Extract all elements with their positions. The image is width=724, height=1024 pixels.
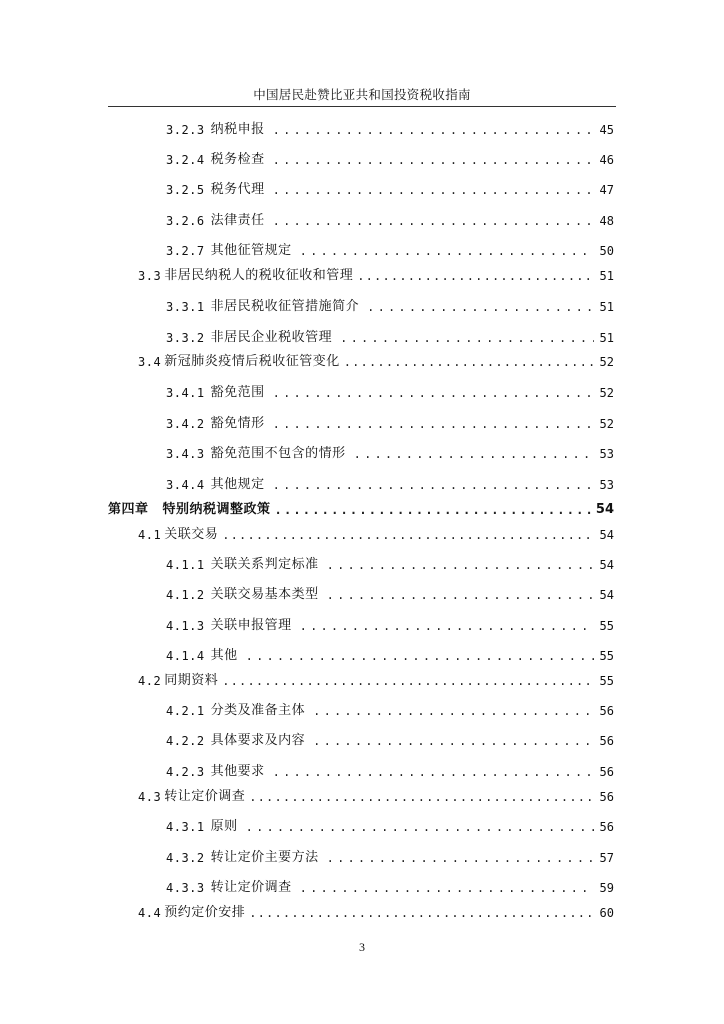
toc-entry[interactable]	[138, 352, 614, 372]
toc-entry[interactable]	[166, 444, 614, 464]
toc-entry-number: 3.2.7	[166, 244, 205, 258]
toc-entry-number: 3.3	[138, 269, 162, 283]
toc-entry-title: 其他规定	[210, 477, 265, 492]
toc-entry-number: 3.4	[138, 355, 162, 369]
toc-entry-title: 豁免范围不包含的情形	[210, 446, 346, 461]
toc-entry-page: 56	[599, 734, 614, 748]
toc-entry-page: 59	[599, 881, 614, 895]
toc-entry-page: 50	[599, 244, 614, 258]
toc-entry-title: 转让定价主要方法	[210, 850, 319, 865]
toc-entry-number: 3.2.6	[166, 214, 205, 228]
toc-entry[interactable]	[108, 500, 614, 520]
toc-entry-page: 60	[599, 906, 614, 920]
toc-entry[interactable]	[138, 903, 614, 923]
toc-entry[interactable]	[166, 150, 614, 170]
toc-entry-number: 3.4.3	[166, 447, 205, 461]
toc-entry[interactable]	[138, 266, 614, 286]
toc-entry-title: 法律责任	[210, 213, 265, 228]
toc-entry-number: 3.4.1	[166, 386, 205, 400]
toc-entry-title: 其他要求	[210, 764, 265, 779]
toc-entry-page: 55	[599, 674, 614, 688]
toc-entry[interactable]	[166, 180, 614, 200]
toc-entry-title: 同期资料	[164, 673, 219, 688]
toc-entry-title: 其他	[210, 648, 238, 663]
toc-entry[interactable]	[166, 616, 614, 636]
toc-dot-leader	[327, 555, 594, 575]
toc-entry-number: 第四章	[108, 502, 149, 517]
toc-entry-number: 4.2.3	[166, 765, 205, 779]
toc-entry-title: 关联申报管理	[210, 618, 292, 633]
toc-entry-page: 53	[599, 478, 614, 492]
toc-dot-leader	[249, 903, 594, 923]
toc-entry-page: 52	[599, 417, 614, 431]
toc-dot-leader	[273, 475, 594, 495]
toc-entry-page: 52	[599, 386, 614, 400]
toc-entry-page: 48	[599, 214, 614, 228]
toc-entry[interactable]	[166, 817, 614, 837]
toc-dot-leader	[273, 383, 594, 403]
toc-entry-title: 特别纳税调整政策	[162, 502, 271, 517]
toc-entry-title: 原则	[210, 819, 238, 834]
page-number: 3	[359, 940, 365, 954]
toc-dot-leader	[246, 817, 594, 837]
toc-entry-title: 分类及准备主体	[210, 703, 306, 718]
toc-entry-page: 56	[599, 765, 614, 779]
toc-dot-leader	[357, 266, 594, 286]
toc-dot-leader	[222, 671, 594, 691]
toc-entry-number: 4.1	[138, 528, 162, 542]
toc-dot-leader	[222, 525, 594, 545]
toc-entry-title: 纳税申报	[210, 122, 265, 137]
toc-entry[interactable]	[138, 787, 614, 807]
toc-entry-page: 51	[599, 300, 614, 314]
toc-dot-leader	[246, 646, 594, 666]
toc-entry[interactable]	[166, 555, 614, 575]
toc-entry-page: 55	[599, 619, 614, 633]
toc-entry-title: 非居民纳税人的税收征收和管理	[164, 268, 354, 283]
toc-entry-page: 47	[599, 183, 614, 197]
toc-entry-page: 46	[599, 153, 614, 167]
toc-dot-leader	[300, 616, 594, 636]
toc-entry-page: 55	[599, 649, 614, 663]
toc-entry[interactable]	[166, 328, 614, 348]
toc-dot-leader	[273, 120, 594, 140]
toc-entry-number: 3.4.4	[166, 478, 205, 492]
toc-dot-leader	[313, 701, 594, 721]
toc-entry-number: 4.4	[138, 906, 162, 920]
toc-entry[interactable]	[166, 211, 614, 231]
running-header: 中国居民赴赞比亚共和国投资税收指南	[253, 87, 471, 102]
toc-dot-leader	[249, 787, 594, 807]
toc-entry-page: 54	[599, 588, 614, 602]
toc-entry-title: 豁免范围	[210, 385, 265, 400]
toc-entry-page: 52	[599, 355, 614, 369]
toc-entry[interactable]	[166, 878, 614, 898]
toc-entry-number: 3.2.3	[166, 123, 205, 137]
toc-entry-title: 关联交易	[164, 527, 219, 542]
toc-entry-page: 45	[599, 123, 614, 137]
toc-entry-title: 税务检查	[210, 152, 265, 167]
toc-entry-page: 57	[599, 851, 614, 865]
toc-entry-title: 新冠肺炎疫情后税收征管变化	[164, 354, 340, 369]
toc-entry-title: 预约定价安排	[164, 905, 246, 920]
toc-dot-leader	[273, 414, 594, 434]
toc-entry-number: 4.2.2	[166, 734, 205, 748]
toc-dot-leader	[344, 352, 594, 372]
toc-entry-number: 4.1.4	[166, 649, 205, 663]
toc-entry[interactable]	[166, 414, 614, 434]
toc-entry[interactable]	[166, 585, 614, 605]
toc-entry-page: 56	[599, 790, 614, 804]
toc-entry-number: 3.3.1	[166, 300, 205, 314]
toc-entry-page: 54	[595, 502, 614, 517]
toc-dot-leader	[367, 297, 594, 317]
toc-entry-title: 其他征管规定	[210, 243, 292, 258]
toc-dot-leader	[327, 585, 594, 605]
toc-entry-number: 3.2.5	[166, 183, 205, 197]
toc-entry-title: 豁免情形	[210, 416, 265, 431]
toc-entry-title: 转让定价调查	[164, 789, 246, 804]
toc-entry-page: 54	[599, 528, 614, 542]
toc-entry[interactable]	[166, 848, 614, 868]
toc-dot-leader	[273, 762, 594, 782]
toc-entry-title: 关联关系判定标准	[210, 557, 319, 572]
toc-entry-title: 税务代理	[210, 182, 265, 197]
toc-entry[interactable]	[138, 671, 614, 691]
toc-entry-number: 3.3.2	[166, 331, 205, 345]
toc-dot-leader	[313, 731, 594, 751]
toc-entry-title: 转让定价调查	[210, 880, 292, 895]
toc-entry-title: 非居民税收征管措施简介	[210, 299, 360, 314]
toc-entry[interactable]	[166, 701, 614, 721]
toc-entry[interactable]	[166, 646, 614, 666]
toc-entry[interactable]	[166, 475, 614, 495]
toc-entry-number: 4.1.3	[166, 619, 205, 633]
toc-entry-title: 非居民企业税收管理	[210, 330, 333, 345]
toc-entry-number: 4.1.2	[166, 588, 205, 602]
toc-dot-leader	[273, 211, 594, 231]
toc-entry-number: 4.3.1	[166, 820, 205, 834]
toc-entry-page: 56	[599, 704, 614, 718]
toc-entry[interactable]	[166, 731, 614, 751]
toc-entry-number: 4.1.1	[166, 558, 205, 572]
toc-entry-number: 3.2.4	[166, 153, 205, 167]
toc-dot-leader	[300, 878, 594, 898]
toc-entry[interactable]	[138, 525, 614, 545]
toc-entry-number: 4.3.2	[166, 851, 205, 865]
toc-entry[interactable]	[166, 241, 614, 261]
toc-entry-number: 4.3	[138, 790, 162, 804]
toc-entry-number: 4.3.3	[166, 881, 205, 895]
toc-entry-page: 51	[599, 331, 614, 345]
toc-dot-leader	[354, 444, 594, 464]
toc-entry[interactable]	[166, 120, 614, 140]
toc-entry-page: 54	[599, 558, 614, 572]
toc-entry[interactable]	[166, 762, 614, 782]
toc-entry[interactable]	[166, 383, 614, 403]
toc-dot-leader	[340, 328, 594, 348]
toc-dot-leader	[327, 848, 594, 868]
toc-dot-leader	[300, 241, 594, 261]
toc-entry-title: 具体要求及内容	[210, 733, 306, 748]
toc-entry-number: 4.2.1	[166, 704, 205, 718]
toc-dot-leader	[275, 500, 592, 520]
toc-entry-number: 4.2	[138, 674, 162, 688]
toc-dot-leader	[273, 150, 594, 170]
toc-entry-page: 53	[599, 447, 614, 461]
toc-entry[interactable]	[166, 297, 614, 317]
toc-dot-leader	[273, 180, 594, 200]
toc-entry-page: 51	[599, 269, 614, 283]
toc-entry-page: 56	[599, 820, 614, 834]
toc-entry-title: 关联交易基本类型	[210, 587, 319, 602]
toc-entry-number: 3.4.2	[166, 417, 205, 431]
